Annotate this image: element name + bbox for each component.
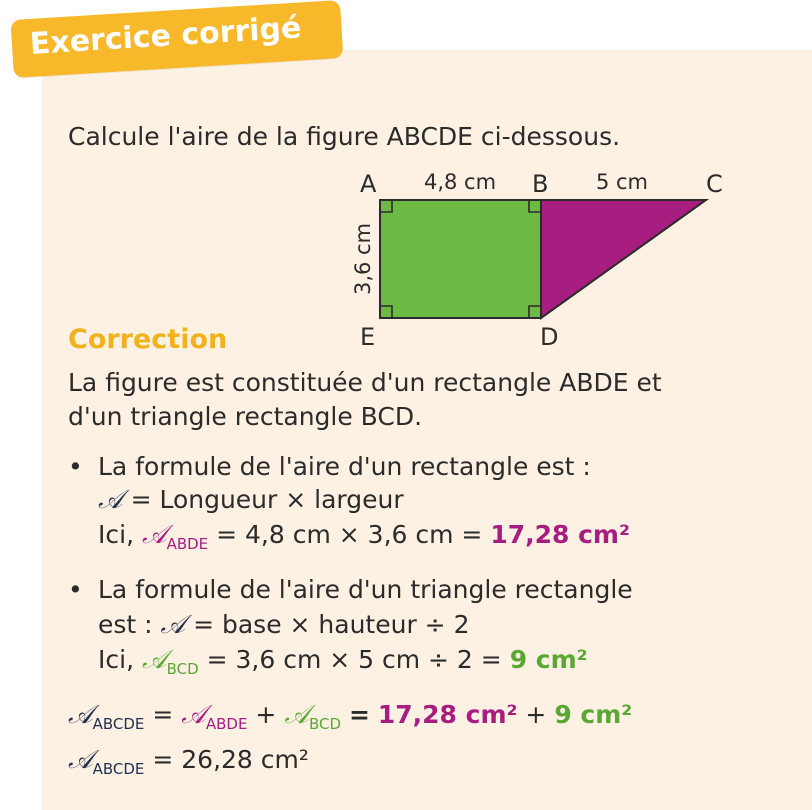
figure-abcde bbox=[340, 165, 740, 355]
bullet-2-marker: • bbox=[68, 575, 83, 604]
area-symbol-icon: 𝒜 bbox=[141, 520, 167, 550]
bullet-2-result: 9 cm² bbox=[509, 645, 588, 674]
bullet-2-formula-text: = base × hauteur ÷ 2 bbox=[193, 610, 470, 639]
bullet-1-result: 17,28 cm² bbox=[490, 520, 630, 549]
bullet-1-calc-prefix: Ici, bbox=[98, 520, 135, 549]
intro-line-1: La figure est constituée d'un rectangle ABDE et bbox=[68, 368, 662, 397]
area-subscript-abcde: ABCDE bbox=[92, 760, 145, 778]
point-b-label: B bbox=[532, 170, 549, 198]
total-equation bbox=[68, 700, 632, 733]
point-e-label: E bbox=[360, 323, 376, 351]
area-symbol-icon: 𝒜 bbox=[160, 610, 186, 640]
area-symbol-icon: 𝒜 bbox=[181, 700, 206, 730]
final-result-text: = 26,28 cm² bbox=[152, 745, 309, 774]
total-tri-result: 9 cm² bbox=[554, 700, 633, 729]
area-symbol-icon: 𝒜 bbox=[68, 700, 93, 730]
bullet-1-formula bbox=[98, 485, 404, 516]
area-subscript-bcd: BCD bbox=[308, 715, 341, 733]
plus-sign: + bbox=[525, 700, 547, 729]
bullet-1-line-1: La formule de l'aire d'un rectangle est : bbox=[98, 452, 591, 481]
area-symbol-icon: 𝒜 bbox=[141, 645, 167, 675]
bullet-1-calc bbox=[98, 520, 630, 553]
final-result bbox=[68, 745, 309, 778]
point-a-label: A bbox=[360, 170, 377, 198]
point-c-label: C bbox=[706, 170, 723, 198]
area-subscript-abde: ABDE bbox=[205, 715, 248, 733]
bullet-2-line-1: La formule de l'aire d'un triangle rectangle bbox=[98, 575, 633, 604]
bullet-2-calc-prefix: Ici, bbox=[98, 645, 135, 674]
area-subscript-abde: ABDE bbox=[166, 535, 209, 553]
area-symbol-icon: 𝒜 bbox=[98, 485, 123, 515]
bullet-1-marker: • bbox=[68, 452, 83, 481]
plus-sign: + bbox=[255, 700, 277, 729]
length-bc-label: 5 cm bbox=[595, 170, 649, 194]
bullet-2-calc bbox=[98, 645, 588, 678]
point-d-label: D bbox=[540, 323, 559, 351]
equals-sign-bold: = bbox=[348, 700, 370, 729]
total-rect-result: 17,28 cm² bbox=[377, 700, 518, 729]
length-ae-label: 3,6 cm bbox=[351, 222, 375, 296]
correction-heading: Correction bbox=[68, 324, 228, 355]
bullet-1-formula-text: = Longueur × largeur bbox=[130, 485, 404, 514]
rectangle-abde bbox=[380, 200, 541, 318]
exercise-statement: Calcule l'aire de la figure ABCDE ci-dessous. bbox=[68, 122, 621, 151]
intro-line-2: d'un triangle rectangle BCD. bbox=[68, 402, 423, 431]
equals-sign: = bbox=[152, 700, 174, 729]
badge-label: Exercice corrigé bbox=[28, 10, 303, 62]
triangle-bcd bbox=[541, 200, 706, 318]
length-ab-label: 4,8 cm bbox=[423, 170, 497, 194]
area-symbol-icon: 𝒜 bbox=[284, 700, 309, 730]
bullet-2-line-2-prefix: est : bbox=[98, 610, 153, 639]
area-subscript-abcde: ABCDE bbox=[92, 715, 145, 733]
area-subscript-bcd: BCD bbox=[166, 660, 199, 678]
area-symbol-icon: 𝒜 bbox=[68, 745, 93, 775]
bullet-2-calc-text: = 3,6 cm × 5 cm ÷ 2 = bbox=[206, 645, 502, 674]
bullet-1-calc-text: = 4,8 cm × 3,6 cm = bbox=[216, 520, 483, 549]
bullet-2-line-2 bbox=[98, 610, 470, 641]
